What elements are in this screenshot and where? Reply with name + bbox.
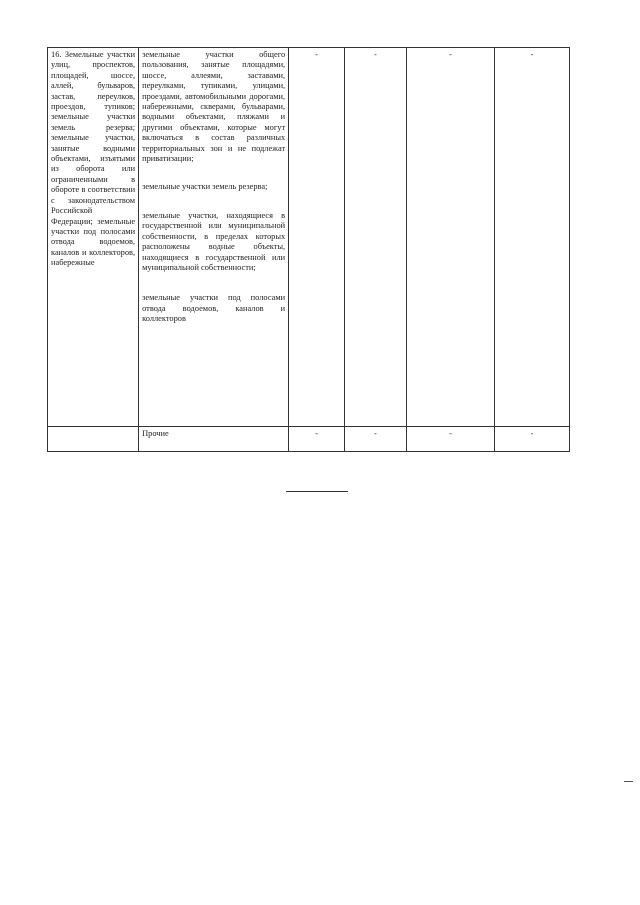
- land-category-table: [47, 47, 570, 452]
- value-cell: -: [494, 48, 569, 427]
- value-cell: -: [289, 427, 345, 452]
- end-divider-line: [286, 491, 348, 492]
- value-cell: -: [407, 427, 495, 452]
- value-cell: -: [344, 48, 406, 427]
- subcategory-item: земельные участки, находящиеся в государственной или муниципальной собственности, в пределах которых расположены водные объекты, находящиеся в государственной или муниципальной собственности;: [142, 210, 286, 272]
- category-description-cell: [48, 48, 139, 427]
- other-label-cell: Прочие: [139, 427, 289, 452]
- empty-cell: [48, 427, 139, 452]
- subcategory-item: земельные участки общего пользования, занятые площадями, шоссе, аллеями, заставами, переулками, тупиками, улицами, проездами, автомобильными дорогами, набережными, скверами, бульварами, водными объектами, пляжами и другими объектами, которые могут включаться в состав различных территориальных зон и не подлежат приватизации;: [142, 50, 286, 164]
- value-cell: -: [289, 48, 345, 427]
- table-row: [48, 427, 570, 452]
- subcategory-item: земельные участки земель резерва;: [142, 182, 268, 192]
- value-cell: -: [407, 48, 495, 427]
- subcategory-item: земельные участки под полосами отвода водоемов, каналов и коллекторов: [142, 293, 286, 324]
- subcategory-list-cell: [139, 48, 289, 427]
- margin-mark: [624, 781, 633, 782]
- value-cell: -: [344, 427, 406, 452]
- value-cell: -: [494, 427, 569, 452]
- category-description-text: 16. Земельные участки улиц, проспектов, площадей, шоссе, аллей, бульваров, застав, переулков, проездов, тупиков; земельные участки земель резерва; земельные участки, занятые водными объектами, изъятыми из оборота или ограниченными в обороте в соответствии с законодательством Российской Федерации; земельные участки под полосами отвода водоемов, каналов и коллекторов, набережные: [51, 50, 136, 268]
- table-row: [48, 48, 570, 427]
